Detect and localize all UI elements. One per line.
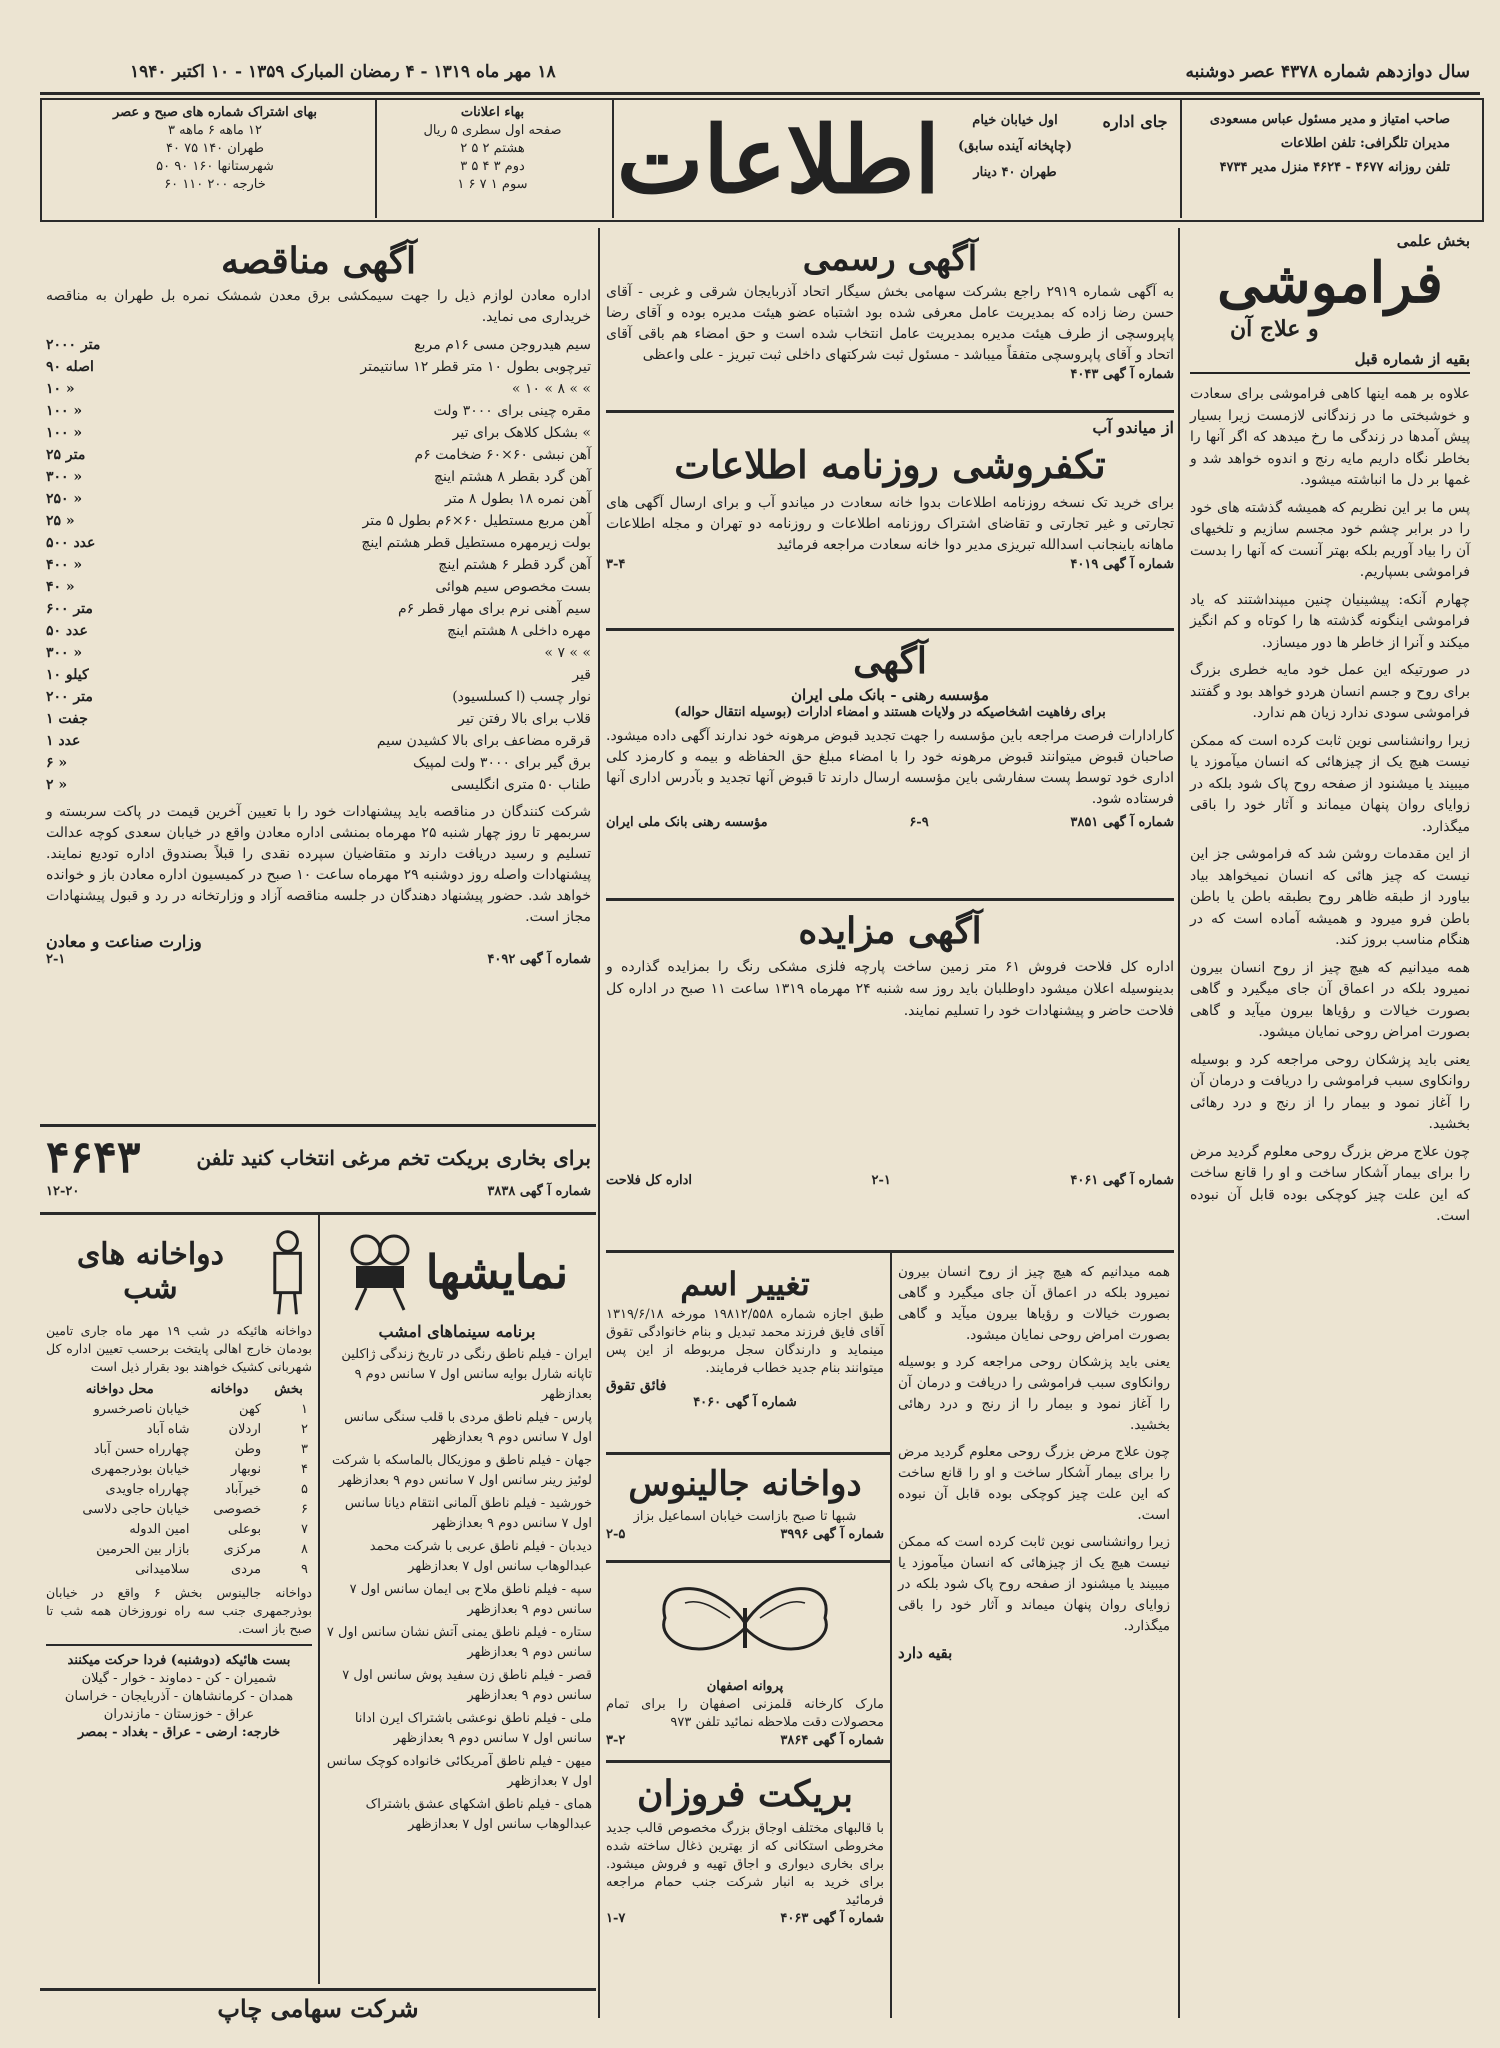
tender-item-name: بست مخصوص سیم هوائی xyxy=(435,579,591,595)
pharmacy-cell: خیابان بوذرجمهری xyxy=(91,1462,190,1477)
tender-item-name: » » ۸ » ۱۰ » xyxy=(511,381,591,397)
col-header: محل دواخانه xyxy=(85,1382,154,1397)
auction-ad-code: ۲-۱ xyxy=(871,1173,891,1188)
tender-item xyxy=(46,356,591,378)
tender-item-name: برق گیر برای ۳۰۰۰ ولت لمپیک xyxy=(412,755,591,771)
pharmacy-cell: خصوصی xyxy=(213,1502,262,1517)
film-projector-icon xyxy=(346,1232,416,1312)
tender-item-name: آهن مربع مستطیل ۶۰×۶م بطول ۵ متر xyxy=(362,513,591,529)
single-sale-kicker: از میاندو آب xyxy=(1092,418,1174,437)
tender-title: آگهی مناقصه xyxy=(220,240,417,282)
pharmacy-cell: سلامیدانی xyxy=(135,1562,190,1577)
tender-item-name: آهن نمره ۱۸ بطول ۸ متر xyxy=(444,491,591,507)
subscription-box xyxy=(60,104,370,194)
tender-item-qty: ۱۰ کیلو xyxy=(46,667,89,683)
butterfly-body: مارک کارخانه قلمزنی اصفهان را برای تمام محصولات دقت ملاحظه نمائید تلفن ۹۷۳ xyxy=(606,1697,884,1730)
single-sale-footer xyxy=(606,556,1174,574)
pharmacy-row xyxy=(46,1480,312,1500)
subs-row: ۱۲ ماهه ۶ ماهه ۳ xyxy=(168,123,262,138)
top-rule xyxy=(40,92,1480,95)
subs-title: بهای اشتراک شماره های صبح و عصر xyxy=(112,105,318,120)
tender-item-name: سیم آهنی نرم برای مهار قطر ۶م xyxy=(398,601,591,617)
pharmacies-header xyxy=(46,1222,312,1322)
tender-item-qty: ۶۰۰ متر xyxy=(46,601,93,617)
office-title: جای اداره xyxy=(1102,112,1168,131)
article-paragraph: زیرا روانشناسی نوین ثابت کرده است که ممکن نیست هیچ یک از چیزهائی که انسان میآموزد یا میبیند یا میشنود از صفحه روح پاک شود بلکه در زوایای روان پنهان میماند و آثار خود را باقی میگذارد. xyxy=(1190,732,1470,835)
pharmacy-cell: خیرآباد xyxy=(225,1482,262,1497)
section-rule xyxy=(606,1760,890,1763)
bank-ad-body: کارادارات فرصت مراجعه باین مؤسسه را جهت تجدید قبوض مرهونه خود ندارند آگهی داده میشود. صاحبان قبوض میتوانند قبوض مرهونه خود را با امضاء مبلغ حق الحفاظه و بیمه و کارمزد کلی اداری خود توسط پست سفارشی باین مؤسسه ارسال دارند تا قبوض آنها تجدید و بآدرس اداری آنها فرستاده شود. xyxy=(606,728,1174,807)
tender-item xyxy=(46,642,591,664)
pharmacy-cell: بوعلی xyxy=(227,1522,262,1537)
ads-price-title: بهاء اعلانات xyxy=(460,105,525,120)
tender-intro: اداره معادن لوازم ذیل را جهت سیمکشی برق معدن شمشک نمره بل طهران به مناقصه خریداری می نماید. xyxy=(46,288,591,325)
single-sale-ref: شماره آ گهی ۴۰۱۹ xyxy=(1070,557,1174,572)
tender-item xyxy=(46,774,591,796)
cinema-item: ایران - فیلم ناطق رنگی در تاریخ زندگی ژاکلین تاپانه شارل بوایه سانس اول ۷ سانس دوم ۹ بعدازظهر xyxy=(341,1347,592,1402)
ads-price-row: دوم ۳ ۴ ۵ ۳ xyxy=(460,159,525,174)
section-rule xyxy=(46,1644,312,1646)
pharmacy-cell: وطن xyxy=(234,1442,262,1457)
cinema-item: دیدبان - فیلم ناطق عربی با شرکت محمد عبدالوهاب سانس اول ۷ بعدازظهر xyxy=(369,1539,592,1574)
tender-item-qty: ۱۰۰ » xyxy=(46,425,83,441)
cinema-list xyxy=(322,1345,592,1835)
article-paragraph: علاوه بر همه اینها کاهی فراموشی برای سعادت و خوشبختی ما در زندگانی لازمست زیرا بسیار پیش آمدها در زندگی ما رخ میدهد که اگر آنها را بخاطر نگاه داریم مایه رنج و اندوه خواهد شد و غمها بر دل ما انباشته میشود. xyxy=(1190,386,1470,488)
briquette-title: بریکت فروزان xyxy=(637,1773,853,1815)
bank-ad-footer xyxy=(606,814,1174,832)
pharmacy-cell: مردی xyxy=(231,1562,262,1577)
ads-price-row: هشتم ۲ ۵ ۲ xyxy=(460,141,525,156)
pharmacy-row xyxy=(46,1560,312,1580)
section-rule xyxy=(606,1560,890,1563)
bank-ad xyxy=(606,636,1174,832)
tender-item xyxy=(46,730,591,752)
auction-ad-body: اداره کل فلاحت فروش ۶۱ متر زمین ساخت پارچه فلزی مشکی رنگ را بمزایده گذارده و بدینوسیله اعلان میشود داوطلبان باید روز سه شنبه ۲۴ مهرماه ۱۳۱۹ ساعت ۱۱ صبح در اداره کل فلاحت حاضر و پیشنهادات خود را تسلیم نمایند. xyxy=(606,959,1175,1019)
tender-items xyxy=(46,334,591,796)
pharmacy-cell: مرکزی xyxy=(223,1542,262,1557)
post-abroad: خارجه: ارضی - عراق - بغداد - بمصر xyxy=(77,1725,281,1740)
tender-item xyxy=(46,444,591,466)
ads-price-row: سوم ۱ ۷ ۶ ۱ xyxy=(457,177,528,192)
tender-item xyxy=(46,400,591,422)
tender-item xyxy=(46,532,591,554)
section-rule xyxy=(606,1452,890,1455)
post-route: شمیران - کن - دماوند - خوار - گیلان xyxy=(81,1671,277,1686)
cinema-title: نمایشها xyxy=(425,1245,569,1299)
tender-item xyxy=(46,664,591,686)
cinema-item: قصر - فیلم ناطق زن سفید پوش سانس اول ۷ سانس دوم ۹ بعدازظهر xyxy=(342,1668,592,1703)
tender-item-name: آهن گرد بقطر ۸ هشتم اینچ xyxy=(434,469,591,485)
cinema-item: پارس - فیلم ناطق مردی با قلب سنگی سانس اول ۷ سانس دوم ۹ بعدازظهر xyxy=(344,1410,592,1445)
article-paragraph: یعنی باید پزشکان روحی مراجعه کرد و بوسیله روانکاوی سبب فراموشی را دریافت و درمان آن را آغاز نمود و بیمار را از رنج و درد رهائی بخشید. xyxy=(898,1354,1170,1433)
sub-column-rule xyxy=(318,1214,320,1984)
tender-item xyxy=(46,598,591,620)
col-header: بخش xyxy=(274,1382,303,1397)
tender-ad xyxy=(46,236,591,969)
pharmacy-cell: ۱ xyxy=(301,1402,308,1417)
section-rule xyxy=(606,898,1174,901)
butterfly-ad xyxy=(606,1568,884,1750)
article-paragraph: چهارم آنکه: پیشینیان چنین میپنداشتند که یاد فراموشی اینگونه گذشته ها را کوتاه و کم انگیز میکند و آنرا از خاطر ها دور میسازد. xyxy=(1190,591,1470,651)
bank-ad-org: مؤسسه رهنی - بانک ملی ایران xyxy=(791,686,989,704)
pharmacy-cell: چهارراه جاویدی xyxy=(105,1482,190,1497)
bank-ad-subtitle: برای رفاهیت اشخاصیکه در ولایات هستند و امضاء ادارات (بوسیله انتقال حواله) xyxy=(674,705,1106,720)
section-rule xyxy=(606,628,1174,631)
owner-info xyxy=(1180,108,1450,180)
article-title: فراموشی xyxy=(1217,250,1443,316)
article-kicker: بخش علمی xyxy=(1396,232,1470,250)
pharmacies-intro: دواخانه هائیکه در شب ۱۹ مهر ماه جاری تامین بودمان خارج اهالی پایتخت برحسب تعیین اداره کل شهربانی کشیک خواهند بود بقرار ذیل است xyxy=(46,1323,312,1374)
office-info xyxy=(935,108,1095,186)
tender-item xyxy=(46,488,591,510)
tender-item-qty: ۲۰۰ متر xyxy=(46,689,93,705)
post-title: بست هائیکه (دوشنبه) فردا حرکت میکنند xyxy=(67,1653,291,1668)
col-header: دواخانه xyxy=(210,1382,249,1397)
single-sale-body: برای خرید تک نسخه روزنامه اطلاعات بدوا خانه سعادت در میاندو آب و برای ارسال آگهی های تجارتی و غیر تجارتی و تقاضای اشتراک روزنامه اطلاعات و روزنامه دو تهران و مجله اطلاعات ماهانه باینجانب اسدالله تبریزی مدیر دوا خانه سعادت مراجعه فرمائید xyxy=(606,495,1174,553)
name-change-body: طبق اجازه شماره ۱۹۸۱۲/۵۵۸ مورخه ۱۳۱۹/۶/۱۸ آقای فایق فرزند محمد تبدیل و بنام خانوادگی تقوق مینماید و دارندگان سجل مربوطه از این پس میتوانند بنام جدید خطاب فرمایند. xyxy=(606,1307,884,1376)
tender-item-name: مقره چینی برای ۳۰۰۰ ولت xyxy=(433,403,591,419)
column-rule-right xyxy=(1178,228,1180,2018)
pharmacies-table xyxy=(46,1380,312,1580)
butterfly-code: ۳-۲ xyxy=(606,1733,626,1748)
cinema-box xyxy=(322,1222,592,1838)
cinema-header xyxy=(322,1222,592,1322)
pharmacies-table-header xyxy=(46,1380,312,1400)
tender-item-name: طناب ۵۰ متری انگلیسی xyxy=(450,777,591,793)
date-line: ۱۸ مهر ماه ۱۳۱۹ - ۴ رمضان المبارک ۱۳۵۹ - ۱۰ اکتبر ۱۹۴۰ xyxy=(130,62,556,82)
galen-footer xyxy=(606,1526,884,1544)
pharmacy-cell: چهارراه حسن آباد xyxy=(93,1442,190,1457)
tender-item-qty: ۱ جفت xyxy=(46,711,88,727)
tender-item-qty: ۱۰ » xyxy=(46,381,75,397)
egg-briquette-footer xyxy=(46,1183,591,1201)
tender-body: شرکت کنندگان در مناقصه باید پیشنهادات خود را با تعیین آخرین قیمت در پاکت سربسته و سربمهر تا روز چهار شنبه ۲۵ مهرماه بمنشی اداره معادن واقع در خیابان سعدی کوچه عدالت تسلیم و رسید دریافت دارند و متقاضیان سپرده نقدی را قبلاً بصندوق اداره تودیع نمایند. پیشنهادات واصله روز دوشنبه ۲۹ مهرماه ساعت ۱۰ صبح در کمیسیون اداره معادن باز و خوانده خواهد شد. حضور پیشنهاد دهندگان در جلسه مناقصه آزاد و وزارتخانه در رد و قبول پیشنهادات مجاز است. xyxy=(46,804,592,925)
article-body xyxy=(1190,384,1470,1228)
issue-line: سال دوازدهم شماره ۴۳۷۸ عصر دوشنبه xyxy=(1185,62,1470,82)
office-line: اول خیابان خیام xyxy=(972,113,1058,128)
tender-item xyxy=(46,422,591,444)
tender-item-name: نوار چسب (ا کسلسیود) xyxy=(452,689,591,705)
tender-item-name: قلاب برای بالا رفتن تیر xyxy=(458,711,591,727)
tender-item xyxy=(46,708,591,730)
cinema-subtitle: برنامه سینماهای امشب xyxy=(378,1322,536,1341)
printer-name: شرکت سهامی چاپ xyxy=(217,1994,419,2023)
tender-item xyxy=(46,752,591,774)
owner-line: صاحب امتیاز و مدیر مسئول عباس مسعودی xyxy=(1209,112,1450,127)
article-paragraph: پس ما بر این نظریم که همیشه گذشته های خود را در برابر چشم خود مجسم سازیم و تلخیهای آن را بیاد آوریم بلکه بهتر آنست که آنها را بدست فراموشی بسپاریم. xyxy=(1190,499,1470,580)
masthead-title: اطلاعات xyxy=(616,106,940,214)
tender-item-qty: ۲۵ متر xyxy=(46,447,86,463)
egg-code: ۱۲-۲۰ xyxy=(46,1184,80,1199)
auction-ad xyxy=(606,906,1174,1190)
tender-item-qty: ۶ » xyxy=(46,755,68,771)
pharmacy-cell: خیابان ناصرخسرو xyxy=(93,1402,190,1417)
galen-body: شبها تا صبح بازاست خیابان اسماعیل بزاز xyxy=(633,1509,857,1524)
cinema-item: همای - فیلم ناطق اشکهای عشق باشتراک عبدالوهاب سانس اول ۷ بعدازظهر xyxy=(365,1797,592,1832)
tender-item-name: قیر xyxy=(572,667,591,683)
pharmacy-cell: ۵ xyxy=(301,1482,308,1497)
pharmacy-cell: ۸ xyxy=(301,1542,308,1557)
official-ad-title: آگهی رسمی xyxy=(802,239,978,279)
butterfly-logo xyxy=(606,1568,884,1678)
office-line: طهران ۴۰ دینار xyxy=(973,165,1057,180)
tender-item-qty: ۲۰۰۰ متر xyxy=(46,337,101,353)
single-sale-ad xyxy=(606,418,1174,574)
pharmacy-cell: کهن xyxy=(239,1402,262,1417)
tender-item-qty: ۱۰۰ » xyxy=(46,403,83,419)
galen-pharmacy-ad xyxy=(606,1460,884,1544)
owner-line: مدیران تلگرافی: تلفن اطلاعات xyxy=(1280,136,1450,151)
official-ad-body: به آگهی شماره ۲۹۱۹ راجع بشرکت سهامی بخش سیگار اتحاد آذربایجان شرقی و غربی - آقای حسن رضا زاده که بمدیریت عامل معرفی شده بود اشتباه عضو هیئت مدیره بوده و آقای رضا پاپروسچی از طرف هیئت مدیره بمدیریت عامل انتخاب شده است و حق امضاء هم باقی آقای اتحاد و آقای پاپروسچی متفقاً میباشد - مسئول ثبت شرکتهای داخلی ثبت تبریز - علی واعظی xyxy=(606,284,1174,363)
tender-item-name: تیرچوبی بطول ۱۰ متر قطر ۱۲ سانتیمتر xyxy=(360,359,591,375)
name-change-ad xyxy=(606,1262,884,1412)
subs-row: طهران ۱۴۰ ۷۵ ۴۰ xyxy=(166,141,264,156)
office-line: (چاپخانه آینده سابق) xyxy=(957,139,1072,154)
pharmacy-row xyxy=(46,1400,312,1420)
name-change-sign: فائق تقوق xyxy=(606,1378,667,1394)
ads-price-box xyxy=(380,104,605,194)
tender-item xyxy=(46,576,591,598)
article-paragraph: همه میدانیم که هیچ چیز از روح انسان بیرون نمیرود بلکه در اعماق آن جای میگیرد و گاهی بصورت خیالات و رؤیاها بیرون میآید و گاهی بصورت امراض روحی نمایان میشود. xyxy=(1190,959,1470,1040)
tender-item-qty: ۴۰۰ » xyxy=(46,557,83,573)
bank-ad-ref: شماره آ گهی ۳۸۵۱ xyxy=(1070,815,1174,830)
pharmacy-cell: نوبهار xyxy=(230,1462,262,1477)
tender-item-qty: ۳۰۰ » xyxy=(46,469,83,485)
article-ending: بقیه دارد xyxy=(898,1644,953,1662)
pharmacy-cell: ۲ xyxy=(301,1422,308,1437)
subs-row: شهرستانها ۱۶۰ ۹۰ ۵۰ xyxy=(156,159,274,174)
article-paragraph: چون علاج مرض بزرگ روحی معلوم گردید مرض را برای بیمار آشکار ساخت و او را قانع ساخت که این علت چیز کوچکی بوده قابل آن نبوده است. xyxy=(1190,1143,1470,1224)
tender-item xyxy=(46,554,591,576)
bottom-rule xyxy=(40,1988,596,1991)
briquette-ref: شماره آ گهی ۴۰۶۳ xyxy=(780,1911,884,1926)
cinema-item: خورشید - فیلم ناطق آلمانی انتقام دیانا سانس اول ۷ سانس دوم ۹ بعدازظهر xyxy=(344,1496,592,1531)
egg-ref: شماره آ گهی ۳۸۳۸ xyxy=(487,1184,591,1199)
article-continuation xyxy=(898,1262,1170,1664)
pharmacy-row xyxy=(46,1440,312,1460)
single-sale-title: تکفروشی روزنامه اطلاعات xyxy=(674,442,1106,487)
egg-briquette-row xyxy=(46,1132,591,1183)
tender-item xyxy=(46,686,591,708)
auction-ad-footer xyxy=(606,1172,1174,1190)
name-change-title: تغییر اسم xyxy=(680,1265,810,1303)
article-paragraph: از این مقدمات روشن شد که فراموشی جز این نیست که چیز هائی که انسان نمیخواهد بیاد بیاورد از طبقه ظاهر روح بطبقه باطن یا باطن باطن فرو میرود و همیشه آماده است که در هنگام مناسب بروز کند. xyxy=(1190,846,1470,948)
cinema-item: ملی - فیلم ناطق نوعشی باشتراک ایرن ادانا سانس اول ۷ سانس دوم ۹ بعدازظهر xyxy=(354,1711,592,1746)
ads-price-row: صفحه اول سطری ۵ ریال xyxy=(423,123,562,138)
tender-item-name: قرقره مضاعف برای بالا کشیدن سیم xyxy=(376,733,591,749)
tender-item-qty: ۲۵ » xyxy=(46,513,75,529)
tender-item xyxy=(46,334,591,356)
article-paragraph: یعنی باید پزشکان روحی مراجعه کرد و بوسیله روانکاوی سبب فراموشی را دریافت و درمان آن را آغاز نمود و بیمار را از رنج و درد رهائی بخشید. xyxy=(1190,1051,1470,1132)
masthead-divider xyxy=(375,98,377,218)
galen-ref: شماره آ گهی ۳۹۹۶ xyxy=(780,1527,884,1542)
post-route: همدان - کرمانشاهان - آذربایجان - خراسان xyxy=(64,1689,294,1704)
briquette-footer xyxy=(606,1910,884,1928)
tender-item-qty: ۲ » xyxy=(46,777,68,793)
briquette-ad xyxy=(606,1768,884,1928)
tender-item-name: » بشکل کلاهک برای تیر xyxy=(452,425,591,441)
owner-line: تلفن روزانه ۴۶۷۷ - ۴۶۲۴ منزل مدیر ۴۷۳۴ xyxy=(1219,160,1450,175)
pharmacy-cell: امین الدوله xyxy=(129,1522,190,1537)
tender-item xyxy=(46,378,591,400)
briquette-body: با قالبهای مختلف اوجاق بزرگ مخصوص قالب جدید مخروطی استکانی که از بهترین ذغال ساخته شده برای بخاری دیواری و اجاق تهیه و فروش میشود. برای خرید به انبار شرکت جنب حمام مراجعه فرمائید xyxy=(606,1821,884,1908)
sub-column-rule xyxy=(890,1252,892,2018)
tender-item-name: » » ۷ » xyxy=(544,645,591,661)
tender-item xyxy=(46,620,591,642)
butterfly-logo-text: پروانه اصفهان xyxy=(706,1679,784,1694)
name-change-ref: شماره آ گهی ۴۰۶۰ xyxy=(693,1395,797,1410)
section-rule xyxy=(606,410,1174,413)
tender-footer xyxy=(46,951,591,969)
pharmacy-cell: اردلان xyxy=(228,1422,262,1437)
pharmacy-row xyxy=(46,1500,312,1520)
article-paragraph: همه میدانیم که هیچ چیز از روح انسان بیرون نمیرود بلکه در اعماق آن جای میگیرد و گاهی بصورت خیالات و رؤیاها بیرون میآید و گاهی بصورت امراض روحی نمایان میشود. xyxy=(898,1264,1170,1343)
cinema-item: سپه - فیلم ناطق ملاح بی ایمان سانس اول ۷ سانس دوم ۹ بعدازظهر xyxy=(349,1582,592,1617)
post-route: عراق - خوزستان - مازندران xyxy=(103,1707,255,1722)
egg-briquette-ad xyxy=(46,1132,591,1201)
galen-code: ۲-۵ xyxy=(606,1527,626,1542)
pharmacy-cell: ۹ xyxy=(301,1562,308,1577)
pharmacy-row xyxy=(46,1420,312,1440)
pharmacy-cell: ۷ xyxy=(301,1522,308,1537)
tender-item-name: بولت زیرمهره مستطیل قطر هشتم اینچ xyxy=(361,535,591,551)
tender-ref: شماره آ گهی ۴۰۹۲ xyxy=(487,952,591,967)
tender-item-qty: ۴۰ » xyxy=(46,579,75,595)
egg-briquette-phone: ۴۶۴۳ xyxy=(46,1132,141,1183)
tender-item-name: سیم هیدروجن مسی ۱۶م مربع xyxy=(414,337,591,353)
galen-title: دواخانه جالینوس xyxy=(628,1464,862,1504)
tender-item xyxy=(46,466,591,488)
masthead-divider xyxy=(612,98,614,218)
official-ad-ref: شماره آ گهی ۴۰۴۳ xyxy=(1070,367,1174,382)
bank-ad-code: ۶-۹ xyxy=(909,815,929,830)
tender-item-name: مهره داخلی ۸ هشتم اینچ xyxy=(447,623,591,639)
tender-item-qty: ۳۰۰ » xyxy=(46,645,83,661)
pharmacy-cell: ۳ xyxy=(301,1442,308,1457)
tender-item-name: آهن نبشی ۶۰×۶۰ ضخامت ۶م xyxy=(414,447,591,463)
subs-row: خارجه ۲۰۰ ۱۱۰ ۶۰ xyxy=(164,177,266,192)
butterfly-footer xyxy=(606,1732,884,1750)
article-paragraph: زیرا روانشناسی نوین ثابت کرده است که ممکن نیست هیچ یک از چیزهائی که انسان میآموزد یا میبیند یا میشنود از صفحه روح پاک شود بلکه در زوایای روان پنهان میماند و آثار خود را باقی میگذارد. xyxy=(898,1534,1170,1634)
masthead-divider xyxy=(1180,98,1182,218)
butterfly-icon xyxy=(645,1573,845,1673)
official-ad xyxy=(606,236,1174,384)
tender-item-name: آهن گرد قطر ۶ هشتم اینچ xyxy=(438,557,591,573)
pharmacy-cell: ۶ xyxy=(301,1502,308,1517)
briquette-code: ۱-۷ xyxy=(606,1911,626,1926)
pharmacist-icon xyxy=(263,1227,312,1317)
article-paragraph: چون علاج مرض بزرگ روحی معلوم گردید مرض را برای بیمار آشکار ساخت و او را قانع ساخت که این علت چیز کوچکی بوده قابل آن نبوده است. xyxy=(898,1444,1170,1523)
tender-item-qty: ۵۰۰ عدد xyxy=(46,535,96,551)
pharmacies-title: دواخانه های شب xyxy=(76,1237,224,1306)
tender-sign: وزارت صناعت و معادن xyxy=(46,932,202,951)
pharmacy-cell: خیابان حاجی دلاسی xyxy=(82,1502,190,1517)
article-paragraph: در صورتیکه این عمل خود مایه خطری بزرگ برای روح و جسم انسان هردو خواهد بود و گفتند فراموشی سودی ندارد زیان هم ندارد. xyxy=(1190,662,1470,721)
tender-item-qty: ۹۰ اصله xyxy=(46,359,94,375)
tender-code: ۲-۱ xyxy=(46,952,66,967)
section-rule xyxy=(40,1124,596,1127)
cinema-item: جهان - فیلم ناطق و موزیکال بالماسکه با شرکت لوئیز رینر سانس اول ۷ سانس دوم ۹ بعدازظهر xyxy=(332,1453,592,1488)
bank-ad-title: آگهی xyxy=(853,640,927,682)
tender-item-qty: ۵۰ عدد xyxy=(46,623,88,639)
pharmacies-note: دواخانه جالینوس بخش ۶ واقع در خیابان بوذرجمهری جنب سه راه نوروزخان همه شب تا صبح باز است. xyxy=(46,1585,312,1636)
article-continued: بقیه از شماره قبل xyxy=(1190,350,1470,374)
butterfly-ref: شماره آ گهی ۳۸۶۴ xyxy=(780,1733,884,1748)
article-subtitle: و علاج آن xyxy=(1230,316,1319,342)
pharmacies-box xyxy=(46,1222,312,1742)
column-rule-left xyxy=(598,228,600,2018)
pharmacy-cell: شاه آباد xyxy=(146,1422,190,1437)
pharmacy-row xyxy=(46,1520,312,1540)
science-article xyxy=(1190,232,1470,1234)
pharmacy-row xyxy=(46,1460,312,1480)
auction-ad-sign: اداره کل فلاحت xyxy=(606,1173,692,1188)
bank-ad-sign: مؤسسه رهنی بانک ملی ایران xyxy=(606,815,768,830)
tender-item xyxy=(46,510,591,532)
egg-briquette-text: برای بخاری بریکت تخم مرغی انتخاب کنید تلفن xyxy=(196,1145,591,1170)
tender-item-qty: ۱ عدد xyxy=(46,733,81,749)
tender-item-qty: ۲۵۰ » xyxy=(46,491,83,507)
auction-ad-title: آگهی مزایده xyxy=(798,910,982,952)
pharmacy-cell: ۴ xyxy=(301,1462,308,1477)
auction-ad-ref: شماره آ گهی ۴۰۶۱ xyxy=(1070,1173,1174,1188)
single-sale-code: ۳-۴ xyxy=(606,557,626,572)
cinema-item: ستاره - فیلم ناطق یمنی آتش نشان سانس اول ۷ سانس دوم ۹ بعدازظهر xyxy=(326,1625,592,1660)
pharmacy-row xyxy=(46,1540,312,1560)
cinema-item: میهن - فیلم ناطق آمریکائی خانواده کوچک سانس اول ۷ بعدازظهر xyxy=(326,1754,592,1789)
pharmacy-cell: بازار بین الحرمین xyxy=(96,1542,190,1557)
